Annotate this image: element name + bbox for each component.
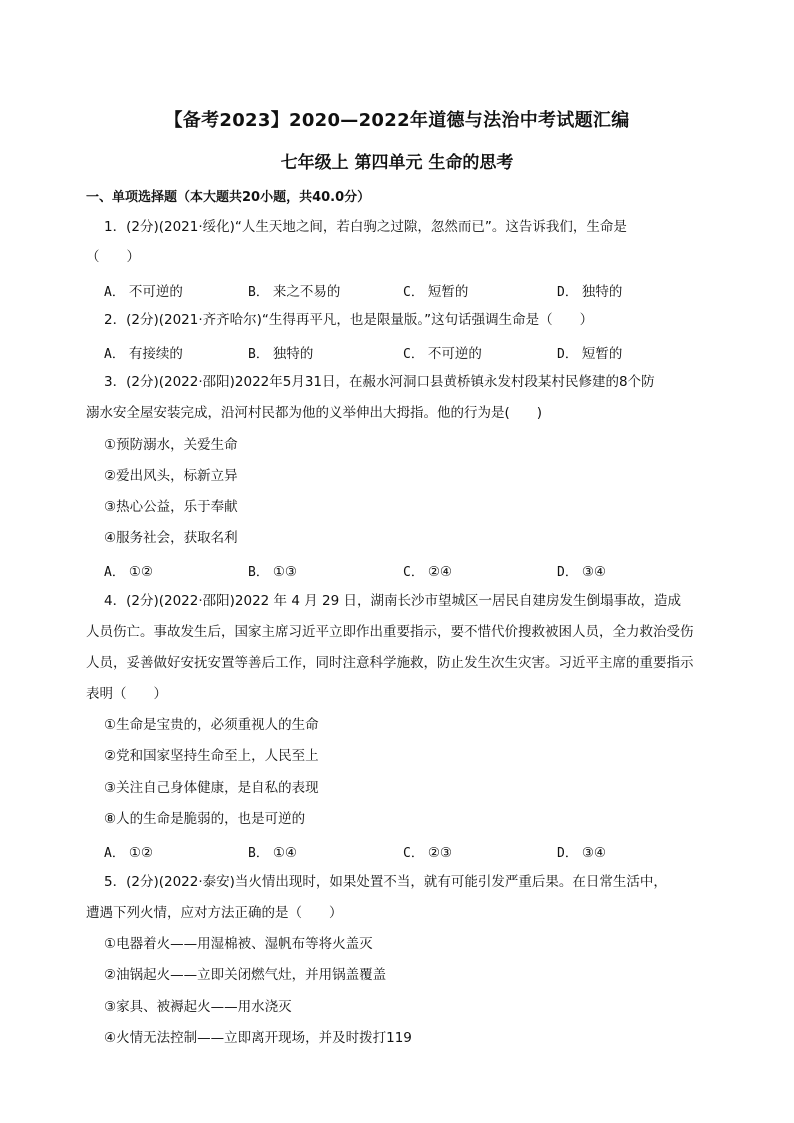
option-b[interactable]: [248, 842, 297, 861]
question-5-item-2: ②油锅起火——立即关闭燃气灶，并用锅盖覆盖: [104, 967, 387, 983]
question-4-stem-line-1: 4．(2分)(2022·邵阳)2022 年 4 月 29 日，湖南长沙市望城区一居民自建房发生倒塌事故，造成: [104, 593, 681, 609]
option-text: ①②: [128, 564, 154, 580]
option-key: B．: [248, 347, 269, 362]
option-key: A．: [104, 347, 125, 362]
option-key: C．: [403, 565, 424, 580]
option-b[interactable]: [248, 561, 297, 580]
question-5-stem-line-1: 5．(2分)(2022·泰安)当火情出现时，如果处置不当，就有可能引发严重后果。在日常生活中，: [104, 874, 667, 890]
option-key: D．: [557, 347, 578, 362]
option-text: ①②: [128, 845, 154, 861]
option-c[interactable]: [403, 842, 452, 861]
option-a[interactable]: [104, 342, 183, 362]
option-d[interactable]: [557, 280, 622, 300]
option-text: ①④: [272, 845, 298, 861]
option-text: 不可逆的: [427, 346, 482, 362]
option-text: 独特的: [272, 346, 314, 362]
section-heading: 一、单项选择题（本大题共20小题，共40.0分）: [86, 190, 371, 205]
option-key: D．: [557, 285, 578, 300]
option-c[interactable]: [403, 342, 482, 362]
question-4-item-1: ①生命是宝贵的，必须重视人的生命: [104, 717, 319, 733]
option-c[interactable]: [403, 280, 468, 300]
option-key: D．: [557, 846, 578, 861]
option-b[interactable]: [248, 342, 313, 362]
option-text: 有接续的: [128, 346, 183, 362]
question-3-item-2: ②爱出风头，标新立异: [104, 468, 238, 484]
option-a[interactable]: [104, 561, 153, 580]
question-5-item-1: ①电器着火——用湿棉被、湿帆布等将火盖灭: [104, 936, 373, 952]
option-a[interactable]: [104, 842, 153, 861]
option-text: 来之不易的: [272, 284, 341, 300]
option-key: B．: [248, 565, 269, 580]
option-key: B．: [248, 285, 269, 300]
option-a[interactable]: [104, 280, 183, 300]
question-3-item-4: ④服务社会，获取名利: [104, 530, 238, 546]
question-3-stem-line-1: 3．(2分)(2022·邵阳)2022年5月31日，在赧水河洞口县黄桥镇永发村段某村民修建的8个防: [104, 374, 655, 390]
option-b[interactable]: [248, 280, 340, 300]
question-5-item-4: ④火情无法控制——立即离开现场，并及时拨打119: [104, 1030, 412, 1046]
question-4-stem-line-3: 人员，妥善做好安抚安置等善后工作，同时注意科学施救，防止发生次生灾害。习近平主席的重要指示: [86, 655, 694, 671]
option-c[interactable]: [403, 561, 452, 580]
question-1-stem-line-1: 1．(2分)(2021·绥化)“人生天地之间，若白驹之过隙，忽然而已”。这告诉我们，生命是: [104, 219, 627, 235]
option-key: C．: [403, 347, 424, 362]
option-text: ②③: [427, 845, 453, 861]
option-key: A．: [104, 565, 125, 580]
option-text: 不可逆的: [128, 284, 183, 300]
question-5-item-3: ③家具、被褥起火——用水浇灭: [104, 999, 292, 1015]
question-3-stem-line-2: 溺水安全屋安装完成，沿河村民都为他的义举伸出大拇指。他的行为是( ): [86, 405, 543, 421]
option-text: 独特的: [581, 284, 623, 300]
question-4-item-2: ②党和国家坚持生命至上，人民至上: [104, 748, 319, 764]
question-5-stem-line-2: 遭遇下列火情，应对方法正确的是（ ）: [86, 905, 343, 921]
option-text: ③④: [581, 564, 607, 580]
option-key: B．: [248, 846, 269, 861]
option-key: C．: [403, 846, 424, 861]
option-text: ①③: [272, 564, 298, 580]
option-d[interactable]: [557, 842, 606, 861]
question-4-stem-line-2: 人员伤亡。事故发生后，国家主席习近平立即作出重要指示，要不惜代价搜救被困人员，全力救治受伤: [86, 624, 694, 640]
question-3-item-3: ③热心公益，乐于奉献: [104, 499, 238, 515]
document-title: 【备考2023】2020—2022年道德与法治中考试题汇编: [164, 110, 630, 131]
option-d[interactable]: [557, 561, 606, 580]
option-d[interactable]: [557, 342, 622, 362]
option-text: ②④: [427, 564, 453, 580]
option-text: 短暂的: [427, 284, 469, 300]
question-4-item-4: ⑧人的生命是脆弱的，也是可逆的: [104, 811, 306, 827]
question-4-stem-line-4: 表明（ ）: [86, 686, 167, 702]
question-2-stem-line-1: 2．(2分)(2021·齐齐哈尔)“生得再平凡，也是限量版。”这句话强调生命是（ ）: [104, 312, 594, 328]
question-4-item-3: ③关注自己身体健康，是自私的表现: [104, 780, 319, 796]
option-text: ③④: [581, 845, 607, 861]
document-subtitle: 七年级上 第四单元 生命的思考: [280, 153, 514, 173]
option-key: C．: [403, 285, 424, 300]
question-1-stem-line-2: （ ）: [86, 249, 140, 265]
question-3-item-1: ①预防溺水，关爱生命: [104, 437, 238, 453]
option-key: D．: [557, 565, 578, 580]
option-key: A．: [104, 285, 125, 300]
option-key: A．: [104, 846, 125, 861]
option-text: 短暂的: [581, 346, 623, 362]
